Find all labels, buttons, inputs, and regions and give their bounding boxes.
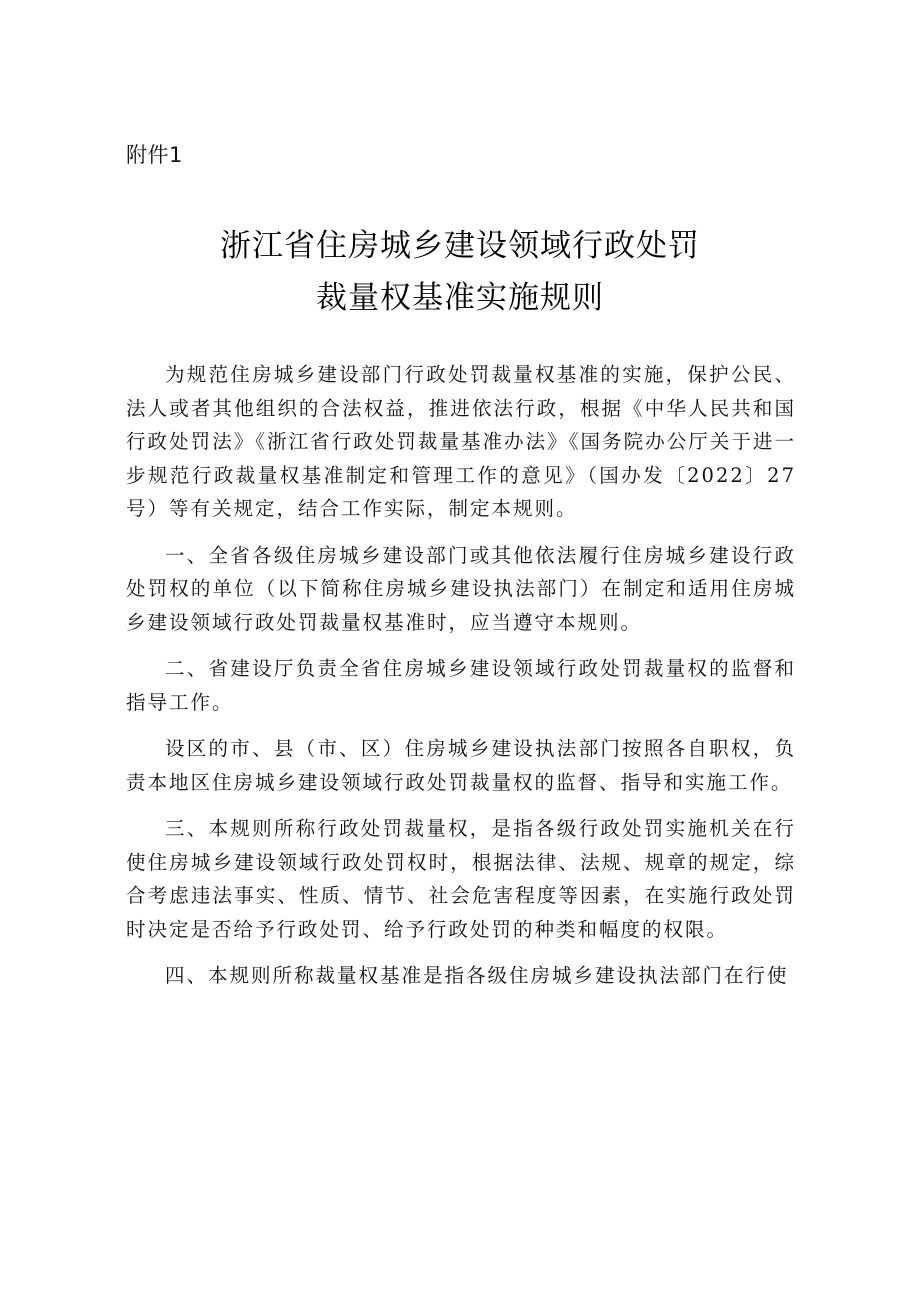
document-title-line-2: 裁量权基准实施规则 [316,280,604,316]
paragraph-article-2-sub: 设区的市、县（市、区）住房城乡建设执法部门按照各自职权，负责本地区住房城乡建设领域行政处罚裁量权的监督、指导和实施工作。 [126,737,796,794]
paragraph-article-4: 四、本规则所称裁量权基准是指各级住房城乡建设执法部门在行使 [165,964,789,987]
attachment-label: 附件1 [126,143,183,167]
paragraph-article-1: 一、全省各级住房城乡建设部门或其他依法履行住房城乡建设行政处罚权的单位（以下简称住房城乡建设执法部门）在制定和适用住房城乡建设领域行政处罚裁量权基准时，应当遵守本规则。 [126,543,796,634]
document-title-line-1: 浙江省住房城乡建设领域行政处罚 [220,228,700,264]
paragraph-article-2: 二、省建设厅负责全省住房城乡建设领域行政处罚裁量权的监督和指导工作。 [126,657,796,714]
document-body [126,358,796,993]
paragraph-article-3: 三、本规则所称行政处罚裁量权，是指各级行政处罚实施机关在行使住房城乡建设领域行政处罚权时，根据法律、法规、规章的规定，综合考虑违法事实、性质、情节、社会危害程度等因素，在实施行政处罚时决定是否给予行政处罚、给予行政处罚的种类和幅度的权限。 [126,817,796,941]
paragraph-preamble: 为规范住房城乡建设部门行政处罚裁量权基准的实施，保护公民、法人或者其他组织的合法权益，推进依法行政，根据《中华人民共和国行政处罚法》《浙江省行政处罚裁量基准办法》《国务院办公厅关于进一步规范行政裁量权基准制定和管理工作的意见》（国办发〔2022〕27号）等有关规定，结合工作实际，制定本规则。 [126,363,796,520]
